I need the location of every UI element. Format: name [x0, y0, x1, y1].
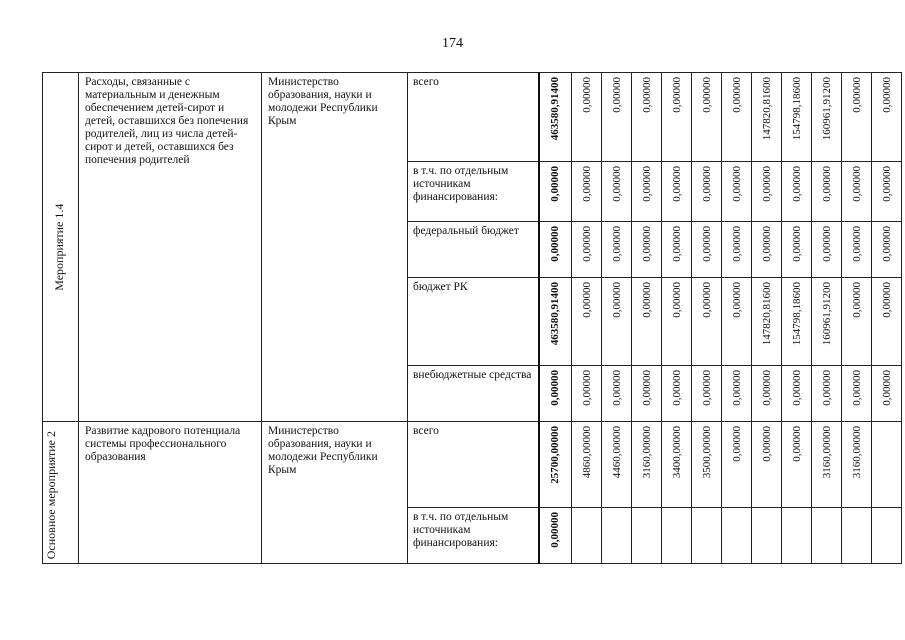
year-amount: 147820,81600 [760, 282, 773, 346]
year-amount: 3160,00000 [820, 426, 833, 479]
year-amount: 0,00000 [640, 77, 653, 113]
year-amount-cell [782, 422, 812, 508]
year-amount: 4460,00000 [610, 426, 623, 479]
year-amount-cell [632, 366, 662, 422]
year-amount-cell [602, 162, 632, 222]
year-amount: 3160,00000 [640, 426, 653, 479]
year-amount-cell [602, 366, 632, 422]
year-amount: 0,00000 [640, 226, 653, 262]
year-amount-cell [572, 73, 602, 162]
year-amount-cell [752, 508, 782, 564]
year-amount-cell [632, 222, 662, 278]
year-amount: 3160,00000 [850, 426, 863, 479]
year-amount-cell [692, 422, 722, 508]
year-amount-cell [752, 73, 782, 162]
year-amount-cell [752, 222, 782, 278]
year-amount-cell [752, 366, 782, 422]
year-amount: 4860,00000 [580, 426, 593, 479]
year-amount-cell [572, 366, 602, 422]
executor-cell [262, 73, 408, 422]
year-amount: 0,00000 [880, 370, 893, 406]
year-amount: 154798,18600 [790, 77, 803, 141]
funding-source-cell [408, 162, 539, 222]
year-amount-cell [812, 222, 842, 278]
year-amount: 160961,91200 [820, 282, 833, 346]
funding-source-label: всего [413, 76, 439, 88]
funding-source-cell [408, 222, 539, 278]
year-amount-cell [632, 278, 662, 366]
year-amount-cell [842, 366, 872, 422]
year-amount: 0,00000 [610, 370, 623, 406]
year-amount-cell [602, 222, 632, 278]
year-amount-cell [842, 222, 872, 278]
year-amount: 0,00000 [790, 226, 803, 262]
total-amount-cell [539, 73, 572, 162]
year-amount: 0,00000 [850, 77, 863, 113]
year-amount-cell [662, 366, 692, 422]
year-amount: 0,00000 [670, 370, 683, 406]
event-description-cell [79, 422, 262, 564]
year-amount: 0,00000 [760, 226, 773, 262]
year-amount-cell [812, 73, 842, 162]
total-amount: 463580,91400 [549, 77, 562, 141]
year-amount-cell [842, 422, 872, 508]
year-amount-cell [842, 278, 872, 366]
year-amount-cell [722, 508, 752, 564]
funding-source-label: в т.ч. по отдельным источникам финансирования: [413, 511, 509, 549]
total-amount: 0,00000 [549, 512, 562, 548]
year-amount: 0,00000 [610, 77, 623, 113]
year-amount-cell [752, 278, 782, 366]
executor-cell [262, 422, 408, 564]
year-amount-cell [722, 162, 752, 222]
event-description: Расходы, связанные с материальным и денежным обеспечением детей-сирот и детей, оставшихся без попечения родителей, лиц из числа детей-сирот и детей, оставшихся без попечения родителей [85, 76, 249, 166]
year-amount-cell [692, 222, 722, 278]
year-amount-cell [632, 73, 662, 162]
year-amount-cell [782, 162, 812, 222]
year-amount-cell [662, 278, 692, 366]
year-amount: 0,00000 [700, 370, 713, 406]
year-amount-cell [572, 222, 602, 278]
year-amount-cell [692, 508, 722, 564]
year-amount-cell [782, 278, 812, 366]
year-amount-cell [812, 278, 842, 366]
year-amount-cell [572, 422, 602, 508]
event-label: Мероприятие 1.4 [51, 203, 66, 291]
page-number: 174 [442, 36, 463, 51]
year-amount-cell [842, 73, 872, 162]
year-amount-cell [662, 508, 692, 564]
total-amount: 0,00000 [549, 226, 562, 262]
year-amount-cell [722, 278, 752, 366]
year-amount-cell [722, 222, 752, 278]
year-amount: 0,00000 [850, 282, 863, 318]
year-amount-cell [812, 508, 842, 564]
event-description: Развитие кадрового потенциала системы профессионального образования [85, 425, 241, 463]
year-amount: 0,00000 [610, 226, 623, 262]
year-amount: 0,00000 [610, 166, 623, 202]
year-amount: 0,00000 [730, 282, 743, 318]
year-amount-cell [842, 508, 872, 564]
year-amount: 0,00000 [880, 226, 893, 262]
year-amount: 0,00000 [820, 370, 833, 406]
year-amount-cell [812, 162, 842, 222]
year-amount-cell [752, 422, 782, 508]
year-amount-cell [662, 162, 692, 222]
year-amount: 0,00000 [580, 77, 593, 113]
year-amount-cell [602, 508, 632, 564]
funding-source-cell [408, 278, 539, 366]
funding-source-label: в т.ч. по отдельным источникам финансирования: [413, 165, 509, 203]
year-amount: 0,00000 [790, 370, 803, 406]
year-amount: 0,00000 [700, 226, 713, 262]
funding-source-label: внебюджетные средства [413, 369, 532, 381]
table-row [43, 422, 902, 508]
year-amount: 0,00000 [730, 77, 743, 113]
year-amount: 0,00000 [760, 166, 773, 202]
year-amount-cell [872, 366, 902, 422]
year-amount-cell [572, 162, 602, 222]
total-amount: 0,00000 [549, 166, 562, 202]
year-amount-cell [782, 366, 812, 422]
year-amount: 0,00000 [760, 426, 773, 462]
year-amount-cell [692, 73, 722, 162]
year-amount: 0,00000 [730, 370, 743, 406]
year-amount: 0,00000 [880, 282, 893, 318]
year-amount: 0,00000 [790, 166, 803, 202]
year-amount: 0,00000 [700, 77, 713, 113]
year-amount: 0,00000 [700, 166, 713, 202]
year-amount: 0,00000 [640, 282, 653, 318]
total-amount-cell [539, 222, 572, 278]
year-amount: 0,00000 [820, 226, 833, 262]
year-amount-cell [812, 366, 842, 422]
funding-source-label: федеральный бюджет [413, 225, 519, 237]
year-amount-cell [782, 222, 812, 278]
event-label-cell [43, 422, 79, 564]
year-amount: 0,00000 [670, 166, 683, 202]
year-amount: 0,00000 [850, 370, 863, 406]
table-row [43, 73, 902, 162]
year-amount: 0,00000 [670, 282, 683, 318]
year-amount: 0,00000 [670, 77, 683, 113]
year-amount-cell [572, 508, 602, 564]
year-amount: 0,00000 [640, 370, 653, 406]
total-amount: 25700,00000 [549, 426, 562, 484]
year-amount: 0,00000 [790, 426, 803, 462]
year-amount: 0,00000 [580, 370, 593, 406]
total-amount-cell [539, 162, 572, 222]
year-amount-cell [632, 422, 662, 508]
year-amount: 160961,91200 [820, 77, 833, 141]
year-amount-cell [812, 422, 842, 508]
year-amount-cell [782, 508, 812, 564]
year-amount-cell [602, 422, 632, 508]
year-amount-cell [872, 278, 902, 366]
year-amount-cell [872, 508, 902, 564]
total-amount-cell [539, 508, 572, 564]
year-amount: 0,00000 [850, 226, 863, 262]
year-amount: 3500,00000 [700, 426, 713, 479]
event-description-cell [79, 73, 262, 422]
total-amount-cell [539, 366, 572, 422]
year-amount: 0,00000 [580, 166, 593, 202]
funding-source-cell [408, 73, 539, 162]
year-amount: 0,00000 [730, 426, 743, 462]
year-amount: 0,00000 [820, 166, 833, 202]
year-amount: 0,00000 [580, 226, 593, 262]
year-amount-cell [632, 508, 662, 564]
year-amount: 0,00000 [700, 282, 713, 318]
year-amount-cell [572, 278, 602, 366]
funding-source-cell [408, 508, 539, 564]
budget-table [42, 72, 902, 564]
total-amount-cell [539, 422, 572, 508]
funding-source-cell [408, 422, 539, 508]
total-amount-cell [539, 278, 572, 366]
year-amount-cell [632, 162, 662, 222]
year-amount-cell [722, 422, 752, 508]
year-amount-cell [872, 222, 902, 278]
funding-source-label: всего [413, 425, 439, 437]
year-amount-cell [692, 162, 722, 222]
total-amount: 0,00000 [549, 370, 562, 406]
event-label-cell [43, 73, 79, 422]
year-amount-cell [692, 366, 722, 422]
year-amount-cell [722, 366, 752, 422]
year-amount: 0,00000 [670, 226, 683, 262]
year-amount-cell [602, 73, 632, 162]
year-amount-cell [752, 162, 782, 222]
year-amount: 0,00000 [610, 282, 623, 318]
year-amount-cell [872, 162, 902, 222]
year-amount: 0,00000 [580, 282, 593, 318]
year-amount-cell [602, 278, 632, 366]
year-amount: 147820,81600 [760, 77, 773, 141]
funding-source-label: бюджет РК [413, 281, 468, 293]
year-amount-cell [662, 73, 692, 162]
year-amount: 0,00000 [880, 166, 893, 202]
event-label: Основное мероприятие 2 [43, 430, 58, 559]
year-amount: 0,00000 [730, 226, 743, 262]
year-amount-cell [662, 222, 692, 278]
executor-name: Министерство образования, науки и молодежи Республики Крым [268, 425, 378, 476]
year-amount-cell [842, 162, 872, 222]
year-amount-cell [692, 278, 722, 366]
year-amount: 3400,00000 [670, 426, 683, 479]
year-amount: 154798,18600 [790, 282, 803, 346]
year-amount-cell [662, 422, 692, 508]
year-amount-cell [872, 73, 902, 162]
year-amount: 0,00000 [850, 166, 863, 202]
year-amount: 0,00000 [640, 166, 653, 202]
year-amount-cell [782, 73, 812, 162]
year-amount-cell [872, 422, 902, 508]
year-amount: 0,00000 [760, 370, 773, 406]
executor-name: Министерство образования, науки и молодежи Республики Крым [268, 76, 378, 127]
funding-source-cell [408, 366, 539, 422]
year-amount-cell [722, 73, 752, 162]
year-amount: 0,00000 [730, 166, 743, 202]
year-amount: 0,00000 [880, 77, 893, 113]
total-amount: 463580,91400 [549, 282, 562, 346]
